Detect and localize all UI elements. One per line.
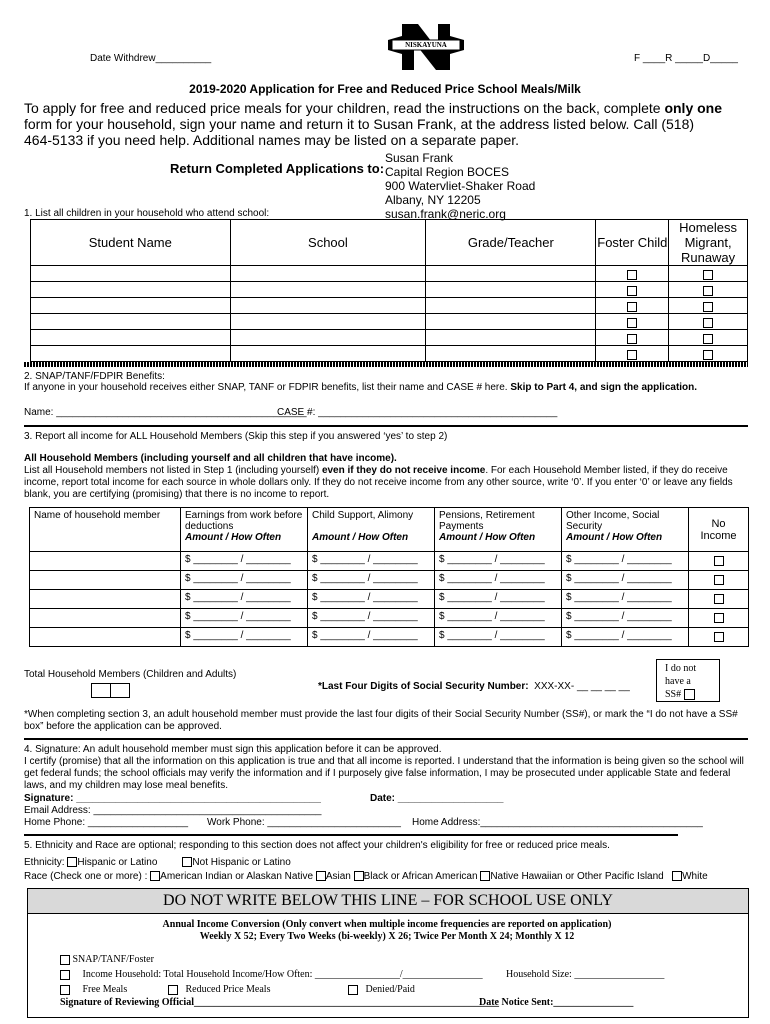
total-members-box[interactable] xyxy=(110,683,130,698)
table-row xyxy=(31,298,748,314)
homeless-checkbox[interactable] xyxy=(703,286,713,296)
niskayuna-logo xyxy=(388,22,464,72)
table-row: $ ________ / ________ $ ________ / ________ $ ________ / ________ $ ________ / ________ xyxy=(30,609,749,628)
col-school: School xyxy=(230,220,426,266)
table-row xyxy=(31,346,748,362)
section-divider xyxy=(24,738,748,740)
work-phone-field[interactable]: Work Phone: ________________________ xyxy=(207,817,401,828)
no-ssn-checkbox[interactable] xyxy=(684,689,695,700)
denied-checkbox[interactable] xyxy=(348,985,358,995)
income-household-checkbox[interactable] xyxy=(60,970,70,980)
household-size-field[interactable]: Household Size: __________________ xyxy=(506,969,665,980)
not-hispanic-label: Not Hispanic or Latino xyxy=(192,857,291,868)
table-row: $ ________ / ________ $ ________ / ________ $ ________ / ________ $ ________ / ________ xyxy=(30,571,749,590)
foster-checkbox[interactable] xyxy=(627,270,637,280)
col-child-support: Child Support, Alimony Amount / How Often xyxy=(308,508,435,552)
col-no-income: No Income xyxy=(689,508,749,552)
return-line: Albany, NY 12205 xyxy=(385,193,481,207)
intro-text: To apply for free and reduced price meals for your children, read the instructions on the back, complete only one form for your household, sign your name and return it to Susan Frank, at the address listed below. Call (518) 464-5133 if you need help. Additional names may be listed on a separate paper. xyxy=(24,100,723,148)
section3-instructions: List all Household members not listed in Step 1 (including yourself) even if they do not receive income. For each Household Member listed, if they do receive income, report total income for each source in whole dollars only. If they do not receive income from any other source, write ‘0’. If you enter ‘0’ or leave any fields blank, you are certifying (promising) that there is no income to report. xyxy=(24,465,733,500)
race-checkbox[interactable] xyxy=(150,871,160,881)
snap-row: SNAP/TANF/Foster xyxy=(60,954,154,966)
section5-heading: 5. Ethnicity and Race are optional; responding to this section does not affect your children's eligibility for free or reduced price meals. xyxy=(24,840,610,851)
return-address xyxy=(385,151,535,221)
section1-label: 1. List all children in your household who attend school: xyxy=(24,208,270,219)
date-notice-field[interactable]: Date Notice Sent:________________ xyxy=(479,997,634,1008)
table-row xyxy=(31,314,748,330)
home-phone-field[interactable]: Home Phone: __________________ xyxy=(24,817,189,828)
col-earnings: Earnings from work before deductions Amount / How Often xyxy=(181,508,308,552)
section2-heading: 2. SNAP/TANF/FDPIR Benefits: xyxy=(24,371,165,382)
snap-name-field[interactable]: Name: _____________________________________________ xyxy=(24,407,307,418)
race-label: Race (Check one or more) : xyxy=(24,871,148,882)
not-hispanic-checkbox[interactable] xyxy=(182,857,192,867)
col-homeless: Homeless Migrant, Runaway xyxy=(669,220,748,266)
homeless-checkbox[interactable] xyxy=(703,270,713,280)
section-divider xyxy=(24,362,748,367)
race-checkbox[interactable] xyxy=(672,871,682,881)
ethnicity-label: Ethnicity: xyxy=(24,857,65,868)
logo-text: NISKAYUNA xyxy=(405,41,447,49)
home-address-field[interactable]: Home Address:________________________________________ xyxy=(412,817,703,828)
date-field[interactable]: Date: ___________________ xyxy=(370,793,504,804)
homeless-checkbox[interactable] xyxy=(703,334,713,344)
income-table xyxy=(29,507,749,647)
snap-checkbox[interactable] xyxy=(60,955,70,965)
section3-bold-heading: All Household Members (including yourself and all children that have income). xyxy=(24,453,397,464)
reviewing-official-signature[interactable]: Signature of Reviewing Official_____________________________________________________________ xyxy=(60,997,499,1008)
reduced-meals-checkbox[interactable] xyxy=(168,985,178,995)
table-row xyxy=(31,330,748,346)
conversion-rates: Weekly X 52; Every Two Weeks (bi-weekly) X 26; Twice Per Month X 24; Monthly X 12 xyxy=(199,931,575,942)
hispanic-label: Hispanic or Latino xyxy=(77,857,158,868)
section-divider xyxy=(24,834,678,836)
col-foster-child: Foster Child xyxy=(596,220,669,266)
no-income-checkbox[interactable] xyxy=(714,594,724,604)
no-income-checkbox[interactable] xyxy=(714,556,724,566)
race-row: Race (Check one or more) : American Indian or Alaskan Native Asian Black or African American Native Hawaiian or Other Pacific Island White xyxy=(24,871,708,882)
foster-checkbox[interactable] xyxy=(627,286,637,296)
ssn-label: *Last Four Digits of Social Security Number: xyxy=(318,681,529,692)
ssn-note: *When completing section 3, an adult household member must provide the last four digits of their Social Security Number (SS#), or mark the “I do not have a SS# box” before the application can be approved. xyxy=(24,709,738,732)
income-household-row: Income Household: Total Household Income/How Often: _________________/________________ xyxy=(60,969,483,981)
total-members-label: Total Household Members (Children and Adults) xyxy=(24,669,237,680)
table-row xyxy=(31,266,748,282)
race-checkbox[interactable] xyxy=(354,871,364,881)
denied-row: Denied/Paid xyxy=(348,984,415,996)
no-income-checkbox[interactable] xyxy=(714,575,724,585)
foster-checkbox[interactable] xyxy=(627,334,637,344)
snap-case-field[interactable]: CASE #: ___________________________________________ xyxy=(277,407,558,418)
return-line: Susan Frank xyxy=(385,151,454,165)
col-grade-teacher: Grade/Teacher xyxy=(426,220,596,266)
children-table xyxy=(30,219,748,362)
foster-checkbox[interactable] xyxy=(627,318,637,328)
school-use-banner: DO NOT WRITE BELOW THIS LINE – FOR SCHOOL USE ONLY xyxy=(27,888,749,914)
col-pensions: Pensions, Retirement Payments Amount / How Often xyxy=(435,508,562,552)
date-withdrew-label: Date Withdrew__________ xyxy=(90,53,212,64)
return-line: susan.frank@neric.org xyxy=(385,207,506,221)
section4-text: I certify (promise) that all the information on this application is true and that all income is reported. I understand that the information is being given so the school will get federal funds; the school officials may verify the information and if I purposely give false information, I may be prosecuted under applicable State and federal laws, and my children may lose meal benefits. xyxy=(24,756,744,791)
homeless-checkbox[interactable] xyxy=(703,350,713,360)
ssn-field[interactable]: XXX-XX- __ __ __ __ xyxy=(534,681,630,692)
signature-field[interactable]: Signature: ____________________________________________ xyxy=(24,793,321,804)
section4-heading: 4. Signature: An adult household member must sign this application before it can be approved. xyxy=(24,744,442,755)
hispanic-checkbox[interactable] xyxy=(67,857,77,867)
form-title: 2019-2020 Application for Free and Reduced Price School Meals/Milk xyxy=(189,82,581,96)
table-row: $ ________ / ________ $ ________ / ________ $ ________ / ________ $ ________ / ________ xyxy=(30,552,749,571)
foster-checkbox[interactable] xyxy=(627,302,637,312)
return-line: 900 Watervliet-Shaker Road xyxy=(385,179,536,193)
race-checkbox[interactable] xyxy=(316,871,326,881)
no-ssn-box: I do not have a SS# xyxy=(656,659,720,702)
fr-d-label: F ____R _____D_____ xyxy=(634,53,738,64)
email-field[interactable]: Email Address: _________________________________________ xyxy=(24,805,322,816)
table-row: $ ________ / ________ $ ________ / ________ $ ________ / ________ $ ________ / ________ xyxy=(30,590,749,609)
free-meals-checkbox[interactable] xyxy=(60,985,70,995)
reduced-meals-row: Reduced Price Meals xyxy=(168,984,270,996)
return-line: Capital Region BOCES xyxy=(385,165,510,179)
no-income-checkbox[interactable] xyxy=(714,632,724,642)
foster-checkbox[interactable] xyxy=(627,350,637,360)
no-income-checkbox[interactable] xyxy=(714,613,724,623)
race-checkbox[interactable] xyxy=(480,871,490,881)
free-meals-row: Free Meals xyxy=(60,984,127,996)
section-divider xyxy=(24,425,748,427)
section2-text: If anyone in your household receives either SNAP, TANF or FDPIR benefits, list their name and CASE # here. Skip to Part 4, and sign the application. xyxy=(24,382,698,393)
section3-heading: 3. Report all income for ALL Household Members (Skip this step if you answered ‘yes’ to step 2) xyxy=(24,431,448,442)
col-household-member: Name of household member xyxy=(30,508,181,552)
conversion-title: Annual Income Conversion (Only convert when multiple income frequencies are reported on application) xyxy=(162,919,612,930)
ssn-row xyxy=(318,681,630,693)
return-label: Return Completed Applications to: xyxy=(170,161,385,176)
total-members-box[interactable] xyxy=(91,683,111,698)
col-other-income: Other Income, Social Security Amount / How Often xyxy=(562,508,689,552)
table-row xyxy=(31,282,748,298)
table-row: $ ________ / ________ $ ________ / ________ $ ________ / ________ $ ________ / ________ xyxy=(30,628,749,647)
homeless-checkbox[interactable] xyxy=(703,302,713,312)
homeless-checkbox[interactable] xyxy=(703,318,713,328)
ethnicity-row xyxy=(24,857,291,869)
col-student-name: Student Name xyxy=(31,220,231,266)
